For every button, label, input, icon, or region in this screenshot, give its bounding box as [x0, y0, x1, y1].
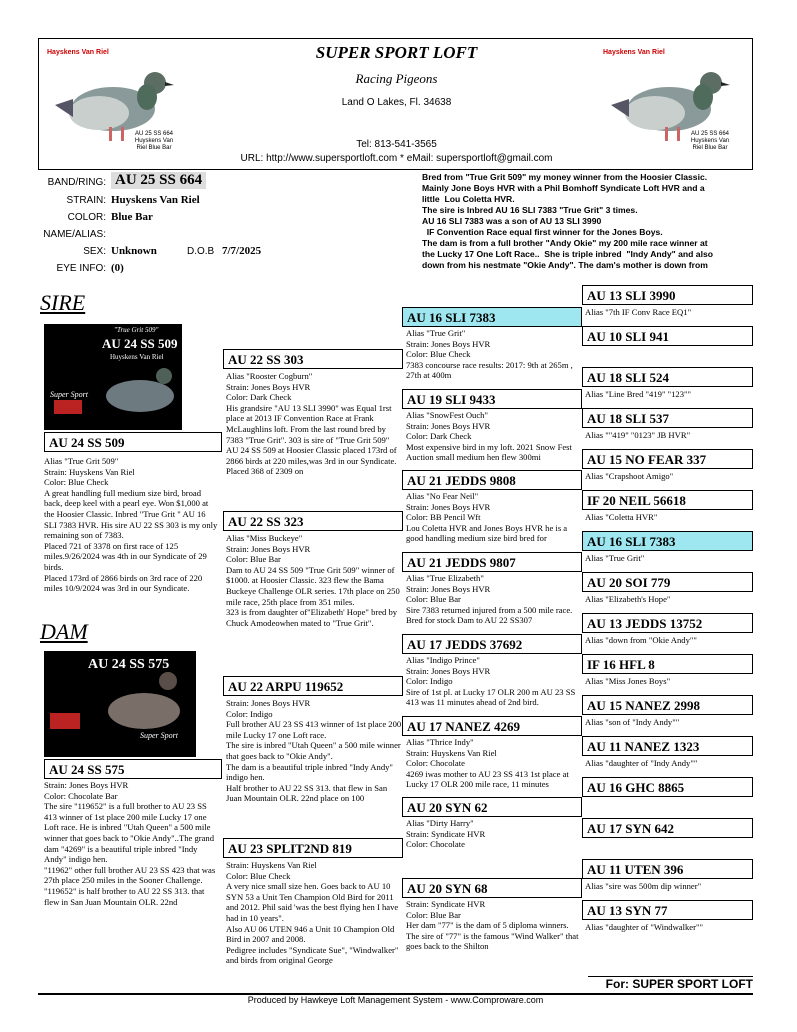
note-line: Mainly Jone Boys HVR with a Phil Bomhoff Syndicate Loft HVR and a	[422, 183, 705, 193]
strain-label: STRAIN:	[66, 195, 106, 206]
note-line: little Lou Coletta HVR.	[422, 194, 515, 204]
pedigree-text-line: Strain: Huyskens Van Riel	[226, 860, 317, 870]
pedigree-text-line: Alias "True Elizabeth"	[406, 573, 484, 583]
pedigree-text-line: Strain: Jones Boys HVR	[226, 698, 311, 708]
pedigree-text-line: Alias "Dirty Harry"	[406, 818, 474, 828]
note-line: The sire is Inbred AU 16 SLI 7383 "True Grit" 3 times.	[422, 205, 638, 215]
sire-heading: SIRE	[40, 290, 86, 315]
pedigree-text-line: Strain: Jones Boys HVR	[226, 543, 311, 554]
pedigree-text-line: Alias "Rooster Cogburn"	[226, 371, 313, 381]
name-alias-label: NAME/ALIAS:	[43, 229, 106, 240]
sex-value: Unknown	[111, 245, 157, 257]
loft-location: Land O Lakes, Fl. 34638	[341, 97, 452, 108]
pedigree-text-line: Her dam "77" is the dam of 5 diploma winners. The sire of "77" is the famous "Wind Walker" that goes back to the Shilton	[406, 920, 579, 952]
pedigree-text-line: Strain: Jones Boys HVR	[406, 501, 491, 512]
pedigree-text-line: Strain: Jones Boys HVR	[406, 665, 491, 676]
gen4-alias: Alias "Coletta HVR"	[585, 512, 658, 522]
loft-subtitle: Racing Pigeons	[355, 71, 438, 86]
pedigree-text-line: Color: Blue Check	[44, 477, 109, 488]
gen1-band-box: AU 24 SS 575	[44, 759, 222, 779]
sex-label: SEX:	[83, 246, 106, 257]
pedigree-text-line: Color: Dark Check	[226, 392, 292, 403]
strain-value: Huyskens Van Riel	[111, 194, 200, 206]
loft-phone: Tel: 813-541-3565	[356, 139, 437, 150]
note-line: The dam is from a full brother "Andy Okie" my 200 mile race winner at	[422, 238, 708, 248]
gen4-band-box: AU 11 NANEZ 1323	[582, 736, 753, 756]
pedigree-text-line: Half brother to AU 22 SS 313. that flew in San Juan Mountain OLR. 22nd place on 100	[226, 782, 388, 804]
note-line: the Lucky 17 One Loft Race.. She is triple inbred "Indy Andy" and also	[422, 249, 714, 259]
color-label: COLOR:	[67, 212, 106, 223]
gen3-band-box: AU 16 SLI 7383	[402, 307, 582, 327]
pedigree-text-line: Alias "SnowFest Ouch"	[406, 410, 488, 420]
gen4-alias: Alias ""419" "0123" JB HVR"	[585, 430, 691, 440]
pedigree-text-line: Color: Blue Bar	[226, 554, 281, 565]
dob-value: 7/7/2025	[222, 245, 262, 257]
pedigree-text-line: Color: Chocolate	[406, 758, 465, 769]
pedigree-text-line: Color: Blue Check	[226, 870, 291, 881]
gen2-band-box: AU 22 SS 323	[223, 511, 403, 531]
footer-for: For: SUPER SPORT LOFT	[588, 976, 753, 991]
gen3-details	[406, 737, 581, 795]
pedigree-text-line: Strain: Jones Boys HVR	[44, 780, 129, 790]
gen4-alias: Alias "Line Bred "419" "123""	[585, 389, 692, 399]
pedigree-text-line: Placed 721 of 3378 on first race of 125 miles.9/26/2024 was 4th in our Syndicate of 29 birds.	[44, 540, 207, 572]
eye-value: (0)	[111, 262, 124, 274]
pedigree-text-line: Color: Chocolate Bar	[44, 790, 118, 801]
pedigree-text-line: Placed 173rd of 2866 birds on 3rd race of 220 miles 10/9/2024 was 3rd in our Syndicate.	[44, 572, 203, 594]
pedigree-text-line: The sire "119652" is a full brother to AU 23 SS 413 winner of 1st place 200 mile Lucky 17 one Loft race. He is inbred "Utah Queen" a 500 mile winner that goes back to "Okie Andy"..The grand dam "4269" is a beautiful triple inbred "Indy Andy" indigo hen.	[44, 801, 215, 865]
loft-name: SUPER SPORT LOFT	[315, 43, 478, 62]
dam-heading: DAM	[40, 619, 88, 644]
gen4-alias: Alias "daughter of "Windwalker""	[585, 922, 703, 932]
pedigree-text-line: Alias "Miss Buckeye"	[226, 533, 303, 543]
gen1-details	[44, 780, 220, 940]
gen4-band-box: AU 10 SLI 941	[582, 326, 753, 346]
gen3-details	[406, 491, 581, 549]
pedigree-text-line: Color: Blue Bar	[406, 909, 461, 920]
gen4-alias: Alias "7th IF Conv Race EQ1"	[585, 307, 692, 317]
gen4-band-box: IF 20 NEIL 56618	[582, 490, 753, 510]
pedigree-text-line: "11962" other full brother AU 23 SS 423 that was 27th place 250 miles in the Sooner Challenge.	[44, 864, 216, 886]
pedigree-text-line: Strain: Jones Boys HVR	[406, 583, 491, 594]
dam-photo	[44, 651, 196, 757]
pedigree-text-line: Color: Indigo	[406, 676, 453, 687]
gen4-alias: Alias "True Grit"	[585, 553, 645, 563]
gen2-details	[226, 698, 402, 826]
gen4-alias: Alias "Miss Jones Boys"	[585, 676, 671, 686]
gen4-band-box: AU 13 SLI 3990	[582, 285, 753, 305]
note-line: Bred from "True Grit 509" my money winner from the Hoosier Classic.	[422, 172, 708, 182]
gen2-band-box: AU 22 SS 303	[223, 349, 403, 369]
gen3-details	[406, 899, 581, 957]
gen4-alias: Alias "sire was 500m dip winner"	[585, 881, 702, 891]
pedigree-text-line: Strain: Syndicate HVR	[406, 899, 486, 909]
pedigree-text-line: Color: Indigo	[226, 708, 273, 719]
logo-caption: AU 25 SS 664 Huyskens Van Riel Blue Bar	[134, 131, 174, 151]
pedigree-text-line: Strain: Jones Boys HVR	[406, 338, 491, 349]
note-line: down from his nestmate "Okie Andy". The dam's mother is down from	[422, 260, 708, 270]
sire-photo	[44, 324, 182, 430]
pedigree-text-line: Color: Blue Bar	[406, 594, 461, 605]
pedigree-text-line: A very nice small size hen. Goes back to AU 10 SYN 53 a Unit Ten Champion Old Bird for 2011 and 2012. Phil said 'was the best flying hen I have had in 10 years".	[226, 881, 399, 923]
gen2-details	[226, 860, 402, 978]
gen3-details	[406, 655, 581, 713]
pedigree-text-line: Sire of 1st pl. at Lucky 17 OLR 200 m AU 23 SS 413 was 11 minutes ahead of 2nd bird.	[406, 686, 576, 708]
dam-photo-brand: Super Sport	[140, 731, 178, 740]
pedigree-text-line: Alias "Indigo Prince"	[406, 655, 480, 665]
pedigree-text-line: Alias "True Grit"	[406, 328, 466, 338]
pedigree-text-line: Lou Coletta HVR and Jones Boys HVR he is a good handling medium size bird bred for	[406, 522, 568, 544]
pedigree-text-line: His grandsire "AU 13 SLI 3990" was Equal 1rst place at 2013 IF Convention Race at Frank McLaughlins loft. From the last round bred by 7383 "True Grit". 303 is sire of "True Grit 509" AU 24 SS 509 at Hoosier Classic placed 173rd of 2866 birds at 220 miles,was 3rd in our Syndicate. Placed 368 of 2309 on	[226, 402, 397, 477]
gen3-band-box: AU 17 NANEZ 4269	[402, 716, 582, 736]
note-line: AU 16 SLI 7383 was a son of AU 13 SLI 3990	[422, 216, 602, 226]
gen3-details	[406, 818, 581, 876]
header-box	[38, 38, 753, 170]
pedigree-text-line: Strain: Syndicate HVR	[406, 828, 486, 839]
gen1-band-box: AU 24 SS 509	[44, 432, 222, 452]
gen3-details	[406, 573, 581, 631]
sire-photo-band: AU 24 SS 509	[102, 336, 178, 351]
dam-photo-band: AU 24 SS 575	[88, 657, 170, 672]
gen2-band-box: AU 22 ARPU 119652	[223, 676, 403, 696]
sire-photo-brand: Super Sport	[50, 390, 88, 399]
pedigree-text-line: Strain: Huyskens Van Riel	[44, 466, 135, 477]
gen4-alias: Alias "Crapshoot Amigo"	[585, 471, 674, 481]
pedigree-text-line: The dam is a beautiful triple inbred "Indy Andy" indigo hen.	[226, 761, 393, 783]
pedigree-text-line: Full brother AU 23 SS 413 winner of 1st place 200 mile Lucky 17 one Loft race.	[226, 719, 402, 740]
gen4-alias: Alias "Elizabeth's Hope"	[585, 594, 671, 604]
pedigree-text-line: 323 is from daughter of"Elizabeth' Hope" bred by Chuck Amodeowhen mated to "True Grit".	[226, 607, 398, 628]
pedigree-text-line: A great handling full medium size bird, broad back, deep keel with a pearl eye. Won $1,000 at the Hoosier Classic. Inbred "True Grit " AU 16 SLI 7383 HVR. His sire AU 22 SS 303 is my only remaining son of 7383.	[44, 487, 218, 541]
sire-photo-tag: "True Grit 509"	[114, 326, 159, 334]
pedigree-text-line: Most expensive bird in my loft. 2021 Snow Fest Auction small medium hen flew 300mi	[406, 441, 572, 463]
logo-caption: AU 25 SS 664 Huyskens Van Riel Blue Bar	[690, 131, 730, 151]
pedigree-text-line: 4269 iwas mother to AU 23 SS 413 1st place at Lucky 17 OLR 200 mile race, 11 minutes	[406, 768, 569, 790]
color-value: Blue Bar	[111, 211, 153, 223]
gen4-band-box: AU 20 SOI 779	[582, 572, 753, 592]
gen3-band-box: AU 20 SYN 62	[402, 797, 582, 817]
gen4-band-box: IF 16 HFL 8	[582, 654, 753, 674]
gen3-details	[406, 410, 581, 468]
gen3-band-box: AU 21 JEDDS 9807	[402, 552, 582, 572]
eye-label: EYE INFO:	[56, 263, 106, 274]
sire-photo-strain: Huyskens Van Riel	[110, 353, 164, 361]
gen3-band-box: AU 21 JEDDS 9808	[402, 470, 582, 490]
pedigree-text-line: Dam to AU 24 SS 509 "True Grit 509" winner of $1000. at Hoosier Classic. 323 flew the Bama Buckeye Challenge OLR series. 17th place on 250 mile race, 25th place from 351 miles.	[226, 564, 400, 607]
gen2-band-box: AU 23 SPLIT2ND 819	[223, 838, 403, 858]
gen3-band-box: AU 17 JEDDS 37692	[402, 634, 582, 654]
gen3-band-box: AU 20 SYN 68	[402, 878, 582, 898]
pedigree-text-line: Color: BB Pencil Wft	[406, 512, 481, 523]
gen2-details	[226, 533, 402, 669]
logo-text: Hayskens Van Riel	[47, 49, 109, 56]
pedigree-text-line: Strain: Huyskens Van Riel	[406, 747, 497, 758]
dob-label: D.O.B	[187, 246, 215, 257]
note-line: IF Convention Race equal first winner for the Jones Boys.	[422, 227, 663, 237]
gen4-band-box: AU 13 SYN 77	[582, 900, 753, 920]
pedigree-text-line: "119652" is half brother to AU 22 SS 313. that flew in San Juan Mountain OLR. 22nd	[44, 885, 205, 907]
pedigree-text-line: Color: Chocolate	[406, 839, 465, 850]
pedigree-text-line: Pedigree includes "Syndicate Sue", "Windwalker" and birds from original George	[226, 944, 399, 966]
gen4-band-box: AU 13 JEDDS 13752	[582, 613, 753, 633]
gen4-band-box: AU 11 UTEN 396	[582, 859, 753, 879]
gen4-band-box: AU 17 SYN 642	[582, 818, 753, 838]
logo-text: Hayskens Van Riel	[603, 49, 665, 56]
gen4-alias: Alias "daughter of "Indy Andy""	[585, 758, 698, 768]
pedigree-text-line: Strain: Jones Boys HVR	[406, 420, 491, 431]
gen3-band-box: AU 19 SLI 9433	[402, 389, 582, 409]
band-value: AU 25 SS 664	[111, 172, 206, 189]
gen2-details	[226, 371, 402, 525]
pedigree-text-line: Strain: Jones Boys HVR	[226, 381, 311, 392]
gen4-alias: Alias "son of "Indy Andy""	[585, 717, 680, 727]
gen4-band-box: AU 15 NANEZ 2998	[582, 695, 753, 715]
bird-notes	[422, 172, 757, 271]
gen1-details	[44, 456, 220, 614]
gen4-band-box: AU 16 GHC 8865	[582, 777, 753, 797]
gen4-band-box: AU 18 SLI 537	[582, 408, 753, 428]
pedigree-text-line: Alias "No Fear Neil"	[406, 491, 479, 501]
gen4-band-box: AU 15 NO FEAR 337	[582, 449, 753, 469]
pedigree-text-line: Alias "True Grit 509"	[44, 456, 119, 466]
gen4-alias: Alias "down from "Okie Andy""	[585, 635, 697, 645]
pedigree-text-line: Color: Dark Check	[406, 431, 472, 442]
gen3-details	[406, 328, 581, 386]
footer-produced: Produced by Hawkeye Loft Management System - www.Comproware.com	[247, 995, 544, 1005]
gen4-band-box: AU 18 SLI 524	[582, 367, 753, 387]
pedigree-text-line: The sire is inbred "Utah Queen" a 500 mile winner that goes back to "Okie Andy".	[226, 740, 401, 761]
loft-url: URL: http://www.supersportloft.com * eMail: supersportloft@gmail.com	[240, 153, 553, 164]
pedigree-text-line: Sire 7383 returned injured from a 500 mile race. Bred for stock Dam to AU 22 SS307	[406, 604, 573, 626]
band-label: BAND/RING:	[47, 177, 106, 188]
gen4-band-box: AU 16 SLI 7383	[582, 531, 753, 551]
pedigree-text-line: 7383 concourse race results: 2017: 9th at 265m , 27th at 400m	[406, 359, 573, 381]
pedigree-text-line: Alias "Thrice Indy"	[406, 737, 474, 747]
pedigree-text-line: Color: Blue Check	[406, 349, 471, 360]
pedigree-text-line: Also AU 06 UTEN 946 a Unit 10 Champion Old Bird in 2007 and 2008.	[226, 923, 395, 945]
